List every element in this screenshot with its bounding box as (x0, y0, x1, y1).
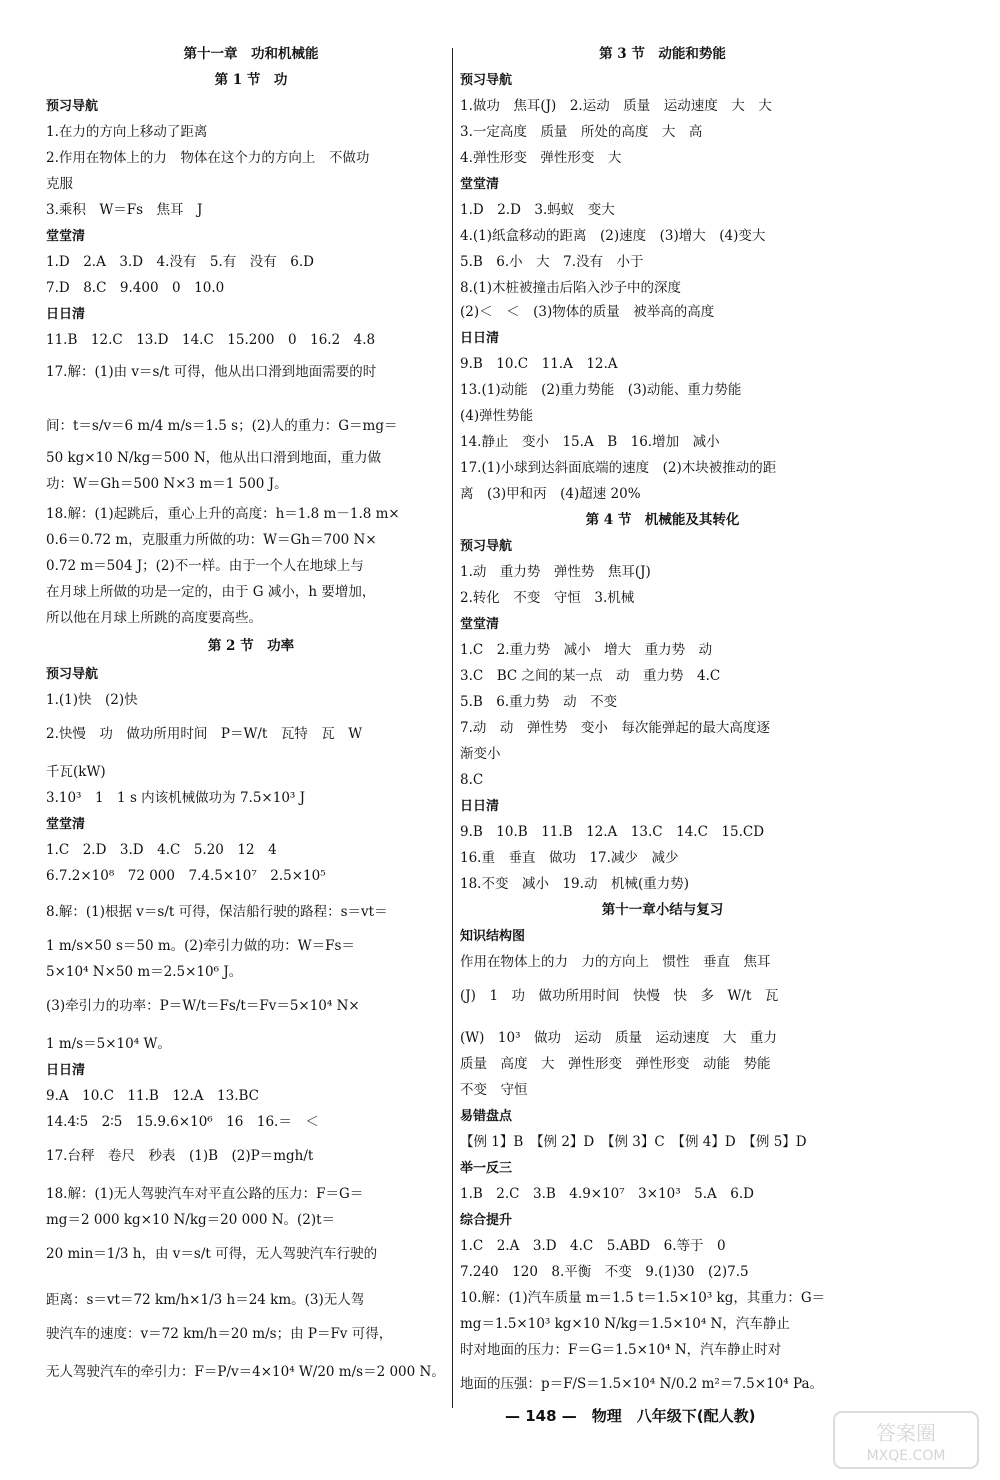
answer-line: 17.(1)小球到达斜面底端的速度 (2)木块被推动的距 (460, 460, 777, 476)
section-heading: 预习导航 (46, 99, 99, 114)
answer-line: 所以他在月球上所跳的高度要高些。 (46, 610, 262, 626)
answer-line: mg＝1.5×10³ kg×10 N/kg＝1.5×10⁴ N，汽车静止 (460, 1316, 790, 1332)
answer-line: 0.72 m＝504 J；(2)不一样。由于一个人在地球上与 (46, 558, 364, 574)
answer-line: 20 min＝1/3 h，由 v＝s/t 可得，无人驾驶汽车行驶的 (46, 1246, 378, 1262)
answer-line: 14.静止 变小 15.A B 16.增加 减小 (460, 434, 720, 450)
answer-line: 3.10³ 1 1 s 内该机械做功为 7.5×10³ J (46, 790, 306, 806)
chapter-title: 第 4 节 机械能及其转化 (585, 512, 740, 528)
section-heading: 日日清 (460, 799, 500, 814)
answer-line: 距离：s＝vt＝72 km/h×1/3 h＝24 km。(3)无人驾 (46, 1292, 365, 1308)
svg-text:MXQE.COM: MXQE.COM (866, 1448, 946, 1464)
answer-line: 17.台秤 卷尺 秒表 (1)B (2)P＝mgh/t (46, 1148, 314, 1164)
answer-line: 14.4∶5 2∶5 15.9.6×10⁶ 16 16.＝ ＜ (46, 1114, 319, 1130)
section-heading: 综合提升 (460, 1213, 513, 1228)
answer-line: 9.B 10.B 11.B 12.A 13.C 14.C 15.CD (460, 824, 765, 840)
answer-line: 1.(1)快 (2)快 (46, 692, 138, 708)
answer-line: 不变 守恒 (460, 1082, 528, 1098)
answer-line: 离 (3)甲和丙 (4)超速 20% (460, 486, 641, 502)
answer-line: 2.快慢 功 做功所用时间 P＝W/t 瓦特 瓦 W (46, 726, 363, 742)
answer-line: 1 m/s＝5×10⁴ W。 (46, 1036, 171, 1052)
chapter-title: 第十一章小结与复习 (601, 902, 724, 918)
section-heading: 易错盘点 (460, 1109, 513, 1124)
answer-line: 作用在物体上的力 力的方向上 惯性 垂直 焦耳 (460, 954, 771, 970)
section-heading: 知识结构图 (460, 929, 526, 944)
section-heading: 堂堂清 (46, 817, 86, 832)
answer-line: 11.B 12.C 13.D 14.C 15.200 0 16.2 4.8 (46, 332, 376, 348)
section-heading: 堂堂清 (460, 177, 500, 192)
section-heading: 堂堂清 (460, 617, 500, 632)
answer-line: 1.D 2.D 3.蚂蚁 变大 (460, 202, 615, 218)
answer-line: 7.动 动 弹性势 变小 每次能弹起的最大高度逐 (460, 720, 770, 736)
answer-line: 克服 (46, 176, 73, 192)
section-heading: 堂堂清 (46, 229, 86, 244)
answer-line: 质量 高度 大 弹性形变 弹性形变 动能 势能 (460, 1056, 771, 1072)
section-heading: 日日清 (46, 1063, 86, 1078)
answer-line: 16.重 垂直 做功 17.减少 减少 (460, 850, 679, 866)
answer-line: 2.转化 不变 守恒 3.机械 (460, 590, 635, 606)
section-heading: 日日清 (460, 331, 500, 346)
answer-line: 3.乘积 W＝Fs 焦耳 J (46, 202, 203, 218)
section-heading: 预习导航 (46, 667, 99, 682)
answer-line: 1 m/s×50 s＝50 m。(2)牵引力做的功：W＝Fs＝ (46, 938, 355, 954)
answer-line: 1.动 重力势 弹性势 焦耳(J) (460, 564, 651, 580)
answer-line: 5×10⁴ N×50 m＝2.5×10⁶ J。 (46, 964, 243, 980)
answer-line: (2)＜ ＜ (3)物体的质量 被举高的高度 (460, 304, 715, 320)
answer-line: 驶汽车的速度：v＝72 km/h＝20 m/s；由 P＝Fv 可得， (46, 1326, 393, 1342)
page-footer: — 148 — 物理 八年级下(配人教) (505, 1407, 756, 1425)
answer-line: 18.解：(1)起跳后，重心上升的高度：h＝1.8 m－1.8 m× (46, 506, 400, 522)
chapter-title: 第 2 节 功率 (207, 638, 295, 654)
answer-line: 5.B 6.小 大 7.没有 小于 (460, 254, 644, 270)
answer-line: 17.解：(1)由 v＝s/t 可得，他从出口滑到地面需要的时 (46, 364, 377, 380)
answer-line: mg＝2 000 kg×10 N/kg＝20 000 N。(2)t＝ (46, 1212, 336, 1228)
answer-line: 地面的压强：p＝F/S＝1.5×10⁴ N/0.2 m²＝7.5×10⁴ Pa。 (460, 1376, 823, 1392)
answer-line: 4.(1)纸盒移动的距离 (2)速度 (3)增大 (4)变大 (460, 228, 766, 244)
answer-line: 8.C (460, 772, 484, 788)
answer-line: 千瓦(kW) (46, 764, 106, 780)
answer-line: 1.C 2.D 3.D 4.C 5.20 12 4 (46, 842, 277, 858)
answer-line: 8.解：(1)根据 v＝s/t 可得，保洁船行驶的路程：s＝vt＝ (46, 904, 388, 920)
answer-line: 渐变小 (460, 746, 501, 762)
section-heading: 举一反三 (460, 1161, 513, 1176)
answer-line: (W) 10³ 做功 运动 质量 运动速度 大 重力 (460, 1030, 777, 1046)
answer-line: 7.D 8.C 9.400 0 10.0 (46, 280, 225, 296)
answer-line: 9.A 10.C 11.B 12.A 13.BC (46, 1088, 260, 1104)
answer-line: 1.C 2.重力势 减小 增大 重力势 动 (460, 642, 713, 658)
answer-line: 9.B 10.C 11.A 12.A (460, 356, 618, 372)
chapter-title: 第十一章 功和机械能 (183, 46, 319, 62)
answer-line: 4.弹性形变 弹性形变 大 (460, 150, 622, 166)
answer-line: 50 kg×10 N/kg＝500 N，他从出口滑到地面，重力做 (46, 450, 382, 466)
answer-line: 在月球上所做的功是一定的，由于 G 减小，h 要增加， (46, 584, 376, 600)
answer-line: 8.(1)木桩被撞击后陷入沙子中的深度 (460, 280, 682, 296)
chapter-title: 第 1 节 功 (214, 72, 288, 88)
answer-line: 【例 1】B 【例 2】D 【例 3】C 【例 4】D 【例 5】D (460, 1134, 807, 1150)
answer-line: 1.做功 焦耳(J) 2.运动 质量 运动速度 大 大 (460, 98, 772, 114)
answer-line: 6.7.2×10⁸ 72 000 7.4.5×10⁷ 2.5×10⁵ (46, 868, 326, 884)
chapter-title: 第 3 节 动能和势能 (599, 46, 726, 62)
answer-line: 10.解：(1)汽车质量 m＝1.5 t＝1.5×10³ kg，其重力：G＝ (460, 1290, 826, 1306)
answer-line: 7.240 120 8.平衡 不变 9.(1)30 (2)7.5 (460, 1264, 749, 1280)
answer-line: 间：t＝s/v＝6 m/4 m/s＝1.5 s；(2)人的重力：G＝mg＝ (46, 418, 398, 434)
answer-line: 无人驾驶汽车的牵引力：F＝P/v＝4×10⁴ W/20 m/s＝2 000 N。 (46, 1364, 445, 1380)
section-heading: 日日清 (46, 307, 86, 322)
section-heading: 预习导航 (460, 73, 513, 88)
watermark-logo (832, 1410, 980, 1470)
answer-line: 1.B 2.C 3.B 4.9×10⁷ 3×10³ 5.A 6.D (460, 1186, 755, 1202)
answer-line: 0.6＝0.72 m，克服重力所做的功：W＝Gh＝700 N× (46, 532, 377, 548)
answer-line: 2.作用在物体上的力 物体在这个力的方向上 不做功 (46, 150, 370, 166)
svg-text:答案圈: 答案圈 (876, 1421, 936, 1445)
section-heading: 预习导航 (460, 539, 513, 554)
answer-line: 1.D 2.A 3.D 4.没有 5.有 没有 6.D (46, 254, 315, 270)
answer-line: 1.在力的方向上移动了距离 (46, 124, 208, 140)
answer-line: (4)弹性势能 (460, 408, 534, 424)
answer-line: 5.B 6.重力势 动 不变 (460, 694, 618, 710)
column-divider (452, 48, 453, 1408)
answer-line: 18.不变 减小 19.动 机械(重力势) (460, 876, 689, 892)
answer-line: 3.C BC 之间的某一点 动 重力势 4.C (460, 668, 721, 684)
answer-line: (3)牵引力的功率：P＝W/t＝Fs/t＝Fv＝5×10⁴ N× (46, 998, 360, 1014)
answer-line: (J) 1 功 做功所用时间 快慢 快 多 W/t 瓦 (460, 988, 779, 1004)
answer-line: 功：W＝Gh＝500 N×3 m＝1 500 J。 (46, 476, 288, 492)
answer-line: 18.解：(1)无人驾驶汽车对平直公路的压力：F＝G＝ (46, 1186, 364, 1202)
answer-line: 时对地面的压力：F＝G＝1.5×10⁴ N，汽车静止时对 (460, 1342, 782, 1358)
answer-line: 13.(1)动能 (2)重力势能 (3)动能、重力势能 (460, 382, 742, 398)
answer-line: 1.C 2.A 3.D 4.C 5.ABD 6.等于 0 (460, 1238, 726, 1254)
answer-line: 3.一定高度 质量 所处的高度 大 高 (460, 124, 703, 140)
